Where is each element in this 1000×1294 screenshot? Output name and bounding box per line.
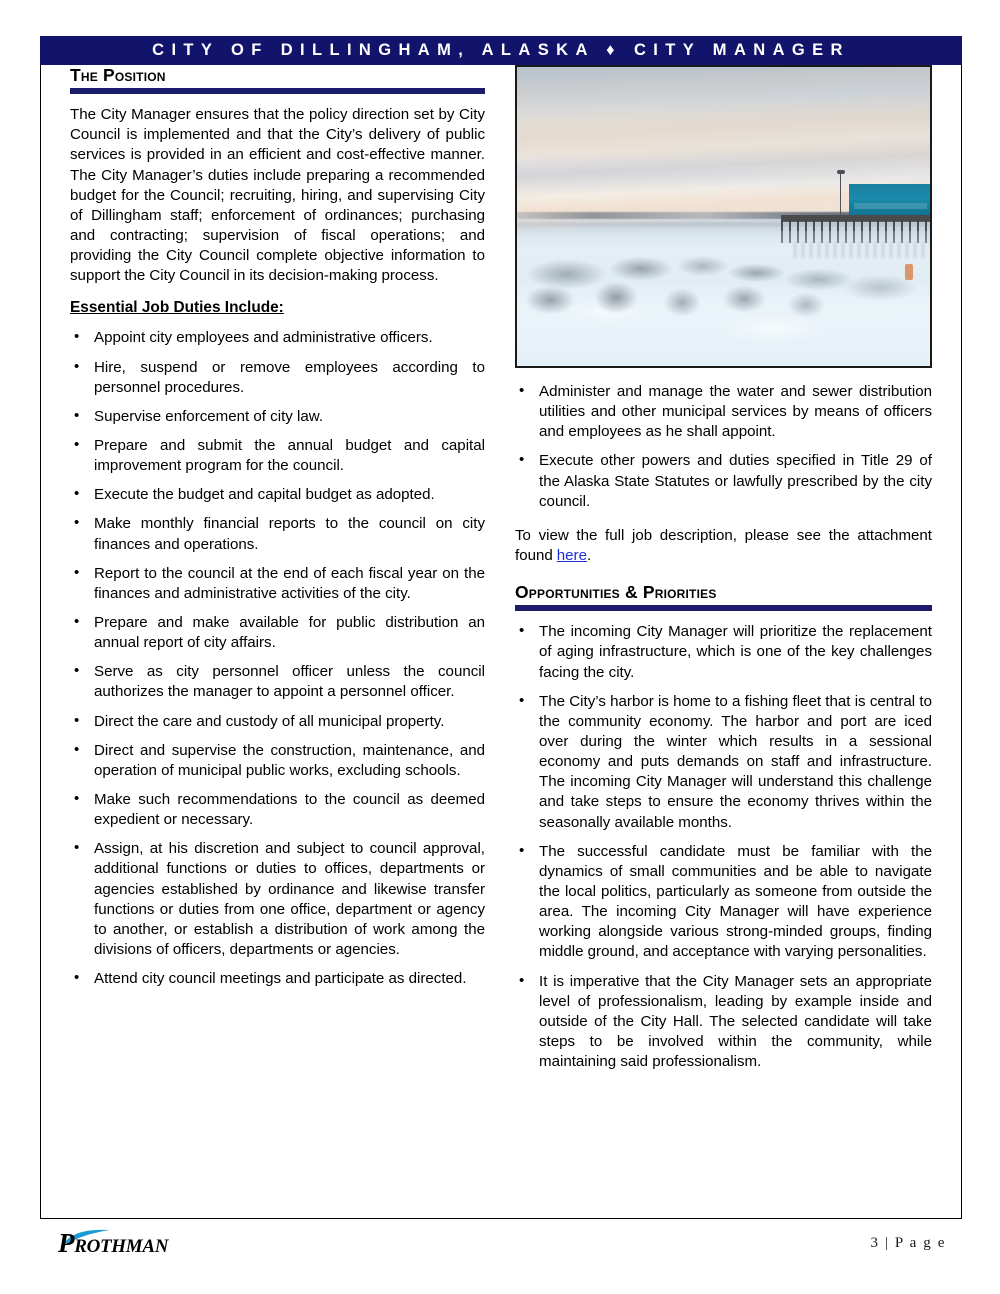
prothman-logo-text: Prothman bbox=[58, 1228, 169, 1258]
essential-duties-list bbox=[70, 328, 485, 989]
ice-chunks bbox=[517, 276, 930, 324]
list-item: • The successful candidate must be familiar with the dynamics of small communities and be able to navigate the local politics, particularly as someone from outside the area. The incoming City Manager will have experience working alongside various strong-minded groups, finding middle ground, and acceptance with varying personalities. bbox=[515, 842, 932, 963]
job-description-link[interactable]: here bbox=[556, 546, 587, 564]
list-item: • Direct the care and custody of all municipal property. bbox=[70, 712, 485, 732]
list-item: • Make such recommendations to the council as deemed expedient or necessary. bbox=[70, 790, 485, 830]
list-item: • Execute the budget and capital budget as adopted. bbox=[70, 485, 485, 505]
list-item: • Execute other powers and duties specified in Title 29 of the Alaska State Statutes or lawfully prescribed by the city council. bbox=[515, 451, 932, 511]
left-column bbox=[70, 65, 485, 989]
list-item: • Prepare and make available for public distribution an annual report of city affairs. bbox=[70, 613, 485, 653]
list-item: • The City’s harbor is home to a fishing fleet that is central to the community economy. The harbor and port are iced over during the winter which results in a sessional economy and puts demands on staff and infrastructure. The incoming City Manager will understand this challenge and take steps to ensure the economy thrives within the seasonally available months. bbox=[515, 692, 932, 833]
opportunities-priorities-list bbox=[515, 622, 932, 1072]
list-item: • Attend city council meetings and participate as directed. bbox=[70, 969, 485, 989]
page-header-banner: CITY OF DILLINGHAM, ALASKA ♦ CITY MANAGER bbox=[40, 36, 962, 65]
attachment-paragraph bbox=[515, 526, 932, 566]
position-intro-paragraph: The City Manager ensures that the policy direction set by City Council is implemented and that the City’s delivery of public services is provided in an efficient and cost-effective manner. The City Manager’s duties include preparing a recommended budget for the Council; recruiting, hiring, and supervising City of Dillingham staff; enforcement of ordinances; purchasing and contracting; supervision of fiscal operations; and providing the City Council complete objective information to support the City Council in its decision-making process. bbox=[70, 106, 485, 285]
section-rule bbox=[70, 88, 485, 94]
orange-marker bbox=[905, 264, 913, 280]
right-column bbox=[515, 65, 932, 1072]
list-item: • The incoming City Manager will prioritize the replacement of aging infrastructure, which is one of the key challenges facing the city. bbox=[515, 622, 932, 682]
list-item: • Assign, at his discretion and subject to council approval, additional functions or duties to offices, departments or agencies established by ordinance and likewise transfer functions or duties from one office, department or agency to another, or establish a distribution of work among the divisions of officers, departments or agencies. bbox=[70, 839, 485, 960]
prothman-logo bbox=[58, 1227, 168, 1261]
list-item: • Serve as city personnel officer unless the council authorizes the manager to appoint a personnel officer. bbox=[70, 662, 485, 702]
harbor-photo bbox=[515, 65, 932, 368]
list-item: • Supervise enforcement of city law. bbox=[70, 407, 485, 427]
section-heading-the-position: The Position bbox=[70, 65, 166, 85]
attachment-text-before: To view the full job description, please see the attachment found bbox=[515, 526, 932, 564]
attachment-text-after: . bbox=[586, 546, 592, 564]
list-item: • Hire, suspend or remove employees according to personnel procedures. bbox=[70, 358, 485, 398]
list-item: • Prepare and submit the annual budget and capital improvement program for the council. bbox=[70, 436, 485, 476]
list-item: • Direct and supervise the construction, maintenance, and operation of municipal public works, excluding schools. bbox=[70, 741, 485, 781]
essential-duties-heading: Essential Job Duties Include: bbox=[70, 299, 284, 317]
harbor-photo-image bbox=[517, 67, 930, 366]
list-item: • Report to the council at the end of each fiscal year on the finances and administrative activities of the city. bbox=[70, 564, 485, 604]
page-number: 3 | P a g e bbox=[870, 1235, 946, 1251]
section-rule bbox=[515, 605, 932, 611]
list-item: • Make monthly financial reports to the council on city finances and operations. bbox=[70, 514, 485, 554]
section-heading-opportunities-priorities: Opportunities & Priorities bbox=[515, 582, 717, 603]
page-footer bbox=[40, 1218, 962, 1268]
lamp-post-icon bbox=[840, 173, 842, 215]
list-item: • Appoint city employees and administrative officers. bbox=[70, 328, 485, 348]
list-item: • It is imperative that the City Manager sets an appropriate level of professionalism, leading by example inside and outside of the City Hall. The selected candidate will take steps to be involved within the community, while maintaining said professionalism. bbox=[515, 972, 932, 1073]
duties-continued-list bbox=[515, 382, 932, 512]
list-item: • Administer and manage the water and sewer distribution utilities and other municipal services by means of officers and employees as he shall appoint. bbox=[515, 382, 932, 442]
document-body bbox=[40, 65, 962, 1217]
